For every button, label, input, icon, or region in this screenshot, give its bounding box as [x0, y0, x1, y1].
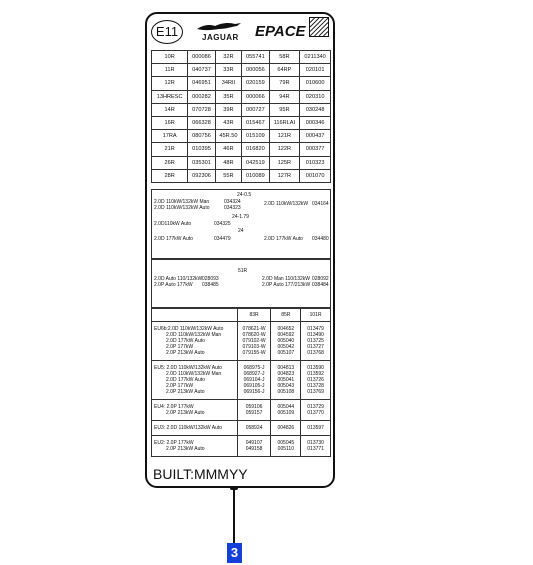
approval-number: 013769 — [307, 389, 324, 395]
approval-number: 069104-J — [243, 377, 265, 383]
approval-number: 013597 — [307, 425, 324, 431]
regulation-code: 11R — [152, 64, 188, 77]
approval-number: 005110 — [277, 446, 294, 452]
emissions-table — [151, 308, 331, 457]
regulation-code: 48R — [215, 156, 242, 169]
approval-number: 013479 — [307, 326, 324, 332]
regulation-code: 94R — [269, 90, 300, 103]
approval-number: 034164 — [312, 201, 329, 207]
approval-number: 005043 — [277, 383, 295, 389]
approval-number: 055741 — [242, 51, 269, 64]
engine-line: 2.0D 110kW/132kW Man — [166, 371, 222, 377]
engine-line: 2.0D 177kW Auto — [264, 236, 303, 242]
engine-line: 2.0D 110kW/132kW Auto — [154, 205, 210, 211]
engine-line: 2.0P 213kW Auto — [166, 410, 205, 416]
approval-number: 092306 — [188, 169, 215, 182]
approval-number: 013728 — [307, 383, 324, 389]
approval-number: 005109 — [277, 410, 295, 416]
emissions-row — [152, 400, 331, 421]
approval-number: 000377 — [300, 143, 331, 156]
emissions-cell — [237, 322, 271, 361]
engine-line: 2.0P 213kW Auto — [166, 446, 205, 452]
emissions-cell — [237, 421, 271, 436]
emissions-cell — [152, 436, 238, 457]
approval-number: 034324 — [224, 199, 241, 205]
reg-24-05-heading: 24-0.5 — [237, 192, 252, 198]
approval-number: 058924 — [245, 425, 263, 431]
callout-leader-line — [233, 488, 235, 545]
regulation-code: 10R — [152, 51, 188, 64]
approval-number: 034323 — [224, 205, 241, 211]
approval-row — [152, 51, 331, 64]
regulation-code: 33R — [215, 64, 242, 77]
approval-number: 078621-W — [242, 326, 266, 332]
regulation-24-block — [151, 189, 331, 259]
engine-line: EU2: 2.0P 177kW — [154, 440, 194, 446]
approval-number: 013730 — [307, 440, 324, 446]
regulation-code: 45R.50 — [215, 130, 242, 143]
emissions-header-row — [152, 309, 331, 322]
engine-line: 2.0P 213kW Auto — [166, 389, 205, 395]
engine-line: 2.0D 110kW/132kW Man — [154, 199, 210, 205]
regulation-code: 64RP — [269, 64, 300, 77]
emissions-cell — [152, 421, 238, 436]
approval-number: 013726 — [307, 377, 324, 383]
approval-number: 035301 — [188, 156, 215, 169]
emissions-row — [152, 322, 331, 361]
regulation-code: 43R — [215, 116, 242, 129]
emissions-cell — [271, 322, 301, 361]
engine-line: 2.0D 177kW Auto — [166, 338, 205, 344]
approval-number: 015109 — [242, 130, 269, 143]
approval-number: 004652 — [277, 326, 295, 332]
engine-line: EU4: 2.0P 177kW — [154, 404, 194, 410]
column-header: 101R — [301, 309, 331, 322]
approval-number: 013768 — [307, 350, 324, 356]
approval-number: 034480 — [312, 236, 329, 242]
approval-number: 005041 — [277, 377, 295, 383]
engine-line: 2.0D 177kW Auto — [154, 236, 193, 242]
approval-row — [152, 130, 331, 143]
model-name: EPACE — [255, 23, 306, 40]
approval-number: 078620-W — [242, 332, 266, 338]
engine-line: EU5: 2.0D 110kW/132kW Auto — [154, 365, 222, 371]
approval-grid — [151, 50, 331, 183]
regulation-code: 122R — [269, 143, 300, 156]
regulation-code: 16R — [152, 116, 188, 129]
regulation-code: 26R — [152, 156, 188, 169]
approval-number: 0211340 — [300, 51, 331, 64]
regulation-code: 116RLAI — [269, 116, 300, 129]
emissions-row — [152, 436, 331, 457]
approval-row — [152, 103, 331, 116]
emissions-row — [152, 361, 331, 400]
regulation-code: 13HRESC — [152, 90, 188, 103]
emissions-cell — [237, 361, 271, 400]
approval-number: 013770 — [307, 410, 324, 416]
approval-number: 016820 — [242, 143, 269, 156]
approval-number: 066328 — [188, 116, 215, 129]
column-header: 85R — [271, 309, 301, 322]
approval-number: 004813 — [277, 365, 295, 371]
approval-row — [152, 156, 331, 169]
approval-number: 013729 — [307, 404, 324, 410]
approval-number: 069156-J — [243, 389, 265, 395]
approval-number: 079102-W — [242, 338, 266, 344]
approval-number: 004823 — [277, 371, 295, 377]
emissions-cell — [152, 361, 238, 400]
regulation-code: 14R — [152, 103, 188, 116]
approval-number: 000437 — [300, 130, 331, 143]
emissions-cell — [301, 436, 331, 457]
emissions-cell — [237, 400, 271, 421]
approval-number: 013727 — [307, 344, 324, 350]
emissions-cell — [301, 421, 331, 436]
regulation-code: 121R — [269, 130, 300, 143]
approval-number: 000282 — [188, 90, 215, 103]
approval-number: 005107 — [277, 350, 295, 356]
approval-row — [152, 143, 331, 156]
approval-number: 059157 — [245, 410, 263, 416]
regulation-code: 34RII — [215, 77, 242, 90]
engine-line: 2.0P 213kW Auto — [166, 350, 205, 356]
callout-number: 3 — [227, 543, 242, 563]
emissions-cell — [271, 361, 301, 400]
emissions-cell — [301, 400, 331, 421]
regulation-code: 28R — [152, 169, 188, 182]
approval-number: 010600 — [300, 77, 331, 90]
regulation-code: 12R — [152, 77, 188, 90]
column-header — [152, 309, 238, 322]
approval-number: 010395 — [188, 143, 215, 156]
engine-line: EU3: 2.0D 110kW/132kW Auto — [154, 425, 222, 431]
built-date: BUILT:MMMYY — [153, 466, 248, 482]
regulation-code: 58R — [269, 51, 300, 64]
approval-number: 034479 — [214, 236, 231, 242]
approval-number: 046951 — [188, 77, 215, 90]
approval-number: 000066 — [242, 90, 269, 103]
emissions-row — [152, 421, 331, 436]
approval-number: 030248 — [300, 103, 331, 116]
approval-number: 005108 — [277, 389, 295, 395]
approval-number: 005040 — [277, 338, 295, 344]
approval-number: 013725 — [307, 338, 324, 344]
regulation-code: 55R — [215, 169, 242, 182]
regulation-code: 79R — [269, 77, 300, 90]
approval-number: 079155-W — [242, 350, 266, 356]
approval-number: 059106 — [245, 404, 263, 410]
regulation-code: 95R — [269, 103, 300, 116]
emissions-cell — [271, 421, 301, 436]
regulation-code: 46R — [215, 143, 242, 156]
emissions-cell — [152, 322, 238, 361]
engine-line: 2.0P Auto 177/213kW — [262, 282, 311, 288]
emissions-cell — [152, 400, 238, 421]
hatched-square-icon — [309, 17, 329, 37]
approval-number: 042519 — [242, 156, 269, 169]
approval-number: 004592 — [277, 332, 295, 338]
reg-51r-heading: 51R — [238, 268, 248, 274]
engine-line: 2.0D 110kW/132kW — [264, 201, 309, 207]
regulation-code: 17RA — [152, 130, 188, 143]
approval-number: 013590 — [307, 365, 324, 371]
approval-row — [152, 64, 331, 77]
regulation-code: 32R — [215, 51, 242, 64]
engine-line: 2.0D Man 110/132kW — [262, 276, 310, 282]
engine-line: 2.0D110kW Auto — [154, 221, 192, 227]
emissions-cell — [271, 400, 301, 421]
approval-number: 040737 — [188, 64, 215, 77]
approval-number: 069105-J — [243, 383, 265, 389]
regulation-code: 125R — [269, 156, 300, 169]
approval-number: 049158 — [245, 446, 263, 452]
approval-number: 013592 — [307, 371, 324, 377]
regulation-code: 21R — [152, 143, 188, 156]
brand-name: JAGUAR — [202, 33, 239, 42]
approval-number: 000056 — [242, 64, 269, 77]
regulation-code: 39R — [215, 103, 242, 116]
approval-number: 020101 — [300, 64, 331, 77]
jaguar-leaper-icon — [195, 20, 243, 32]
approval-number: 004826 — [277, 425, 295, 431]
label-code-badge: E11 — [151, 20, 183, 44]
reg-24-heading: 24 — [238, 228, 244, 234]
approval-number: 070728 — [188, 103, 215, 116]
emissions-cell — [301, 322, 331, 361]
regulation-51r-block — [151, 259, 331, 308]
approval-row — [152, 169, 331, 182]
approval-number: 034325 — [214, 221, 231, 227]
approval-number: 005042 — [277, 344, 295, 350]
approval-number: 028092 — [312, 276, 329, 282]
column-header: 83R — [237, 309, 271, 322]
approval-number: 000346 — [300, 116, 331, 129]
regulation-code: 35R — [215, 90, 242, 103]
approval-row — [152, 90, 331, 103]
emissions-cell — [301, 361, 331, 400]
approval-number: 001070 — [300, 169, 331, 182]
emissions-cell — [271, 436, 301, 457]
engine-line: 2.0D 177kW Auto — [166, 377, 205, 383]
engine-line: 2.0P 177kW — [166, 344, 194, 350]
certification-label — [145, 12, 335, 488]
approval-number: 000727 — [242, 103, 269, 116]
engine-line: 2.0P 177kW — [166, 383, 194, 389]
engine-line: 2.0P Auto 177kW — [154, 282, 193, 288]
approval-number: 068975-J — [243, 365, 265, 371]
approval-number: 079103-W — [242, 344, 266, 350]
approval-number: 010323 — [300, 156, 331, 169]
engine-line: 2.0D 110kW/132kW Man — [166, 332, 222, 338]
approval-number: 068927-J — [243, 371, 265, 377]
approval-number: 020310 — [300, 90, 331, 103]
approval-number: 005044 — [277, 404, 295, 410]
approval-number: 013771 — [307, 446, 324, 452]
approval-number: 010089 — [242, 169, 269, 182]
approval-row — [152, 77, 331, 90]
approval-number: 028093 — [202, 276, 219, 282]
approval-number: 080756 — [188, 130, 215, 143]
approval-number: 005045 — [277, 440, 295, 446]
approval-number: 038485 — [202, 282, 219, 288]
approval-number: 020159 — [242, 77, 269, 90]
approval-number: 049107 — [245, 440, 263, 446]
approval-number: 013490 — [307, 332, 324, 338]
approval-row — [152, 116, 331, 129]
regulation-code: 127R — [269, 169, 300, 182]
approval-number: 000086 — [188, 51, 215, 64]
emissions-cell — [237, 436, 271, 457]
approval-number: 038484 — [312, 282, 329, 288]
reg-24-179-heading: 24-1.79 — [232, 214, 249, 220]
approval-number: 015467 — [242, 116, 269, 129]
engine-line: 2.0D Auto 110/132kW — [154, 276, 203, 282]
engine-line: EU6b:2.0D 110kW/132kW Auto — [154, 326, 224, 332]
